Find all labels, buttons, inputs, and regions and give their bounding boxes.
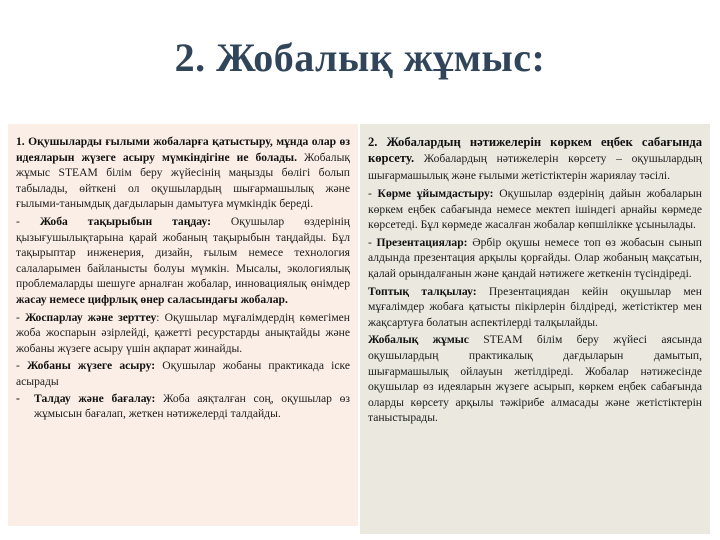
right-p2-heading: Көрме ұйымдастыру: [377,187,494,200]
left-p5-heading: Талдау және бағалау: [34,391,156,405]
right-p4-heading: Топтық талқылау: [368,284,477,298]
left-p1-text: Жобалық жұмыс STEAM білім беру жүйесінің маңызды бөлігі болып табылады, өйткені ол оқушылардың шығармашылық және ғылыми-танымдық дағдыларын дамытуға мүмкіндік береді. [16,150,350,211]
left-p2-heading: Жоба тақырыбын таңдау: [39,214,211,228]
right-p2-dash: - [368,187,378,200]
left-p2-dash: - [16,214,40,228]
left-p5-text: Жоба аяқталған соң, оқушылар өз жұмысын бағалап, жеткен нәтижелерді талдайды. [34,391,350,421]
right-paragraph-1 [368,134,702,184]
left-paragraph-5 [16,391,350,422]
right-p5-text: STEAM білім беру жүйесі аясында оқушылардың практикалық дағдыларын дамытып, шығармашылық ойлауын жетілдіреді. Жобалар нәтижесінде оқушылар өз идеяларын жүзеге асырып, көркем еңбек сабағында оларды көрсету арқылы тәжірибе алмасады және жетістіктерін таныстырады. [368,333,702,425]
right-text-panel [360,124,710,534]
left-p5-body [34,391,350,422]
right-p4-text: Презентациядан кейін оқушылар мен мұғалімдер жобаға қатысты пікірлерін білдіреді, жетістіктер мен жақсартуға болатын аспектілерді талқылайды. [368,284,703,329]
right-p3-heading: Презентациялар: [376,235,468,249]
left-p2-text: Оқушылар өздерінің қызығушылықтарына қарай жобаның тақырыбын таңдайды. Бұл тақырыптар инженерия, дизайн, ғылым немесе технология салаларымен байланысты болуы мүмкін. Мысалы, экологиялық проблемаларды шешуге арналған жобалар, инновациялық өнімдер [16,214,350,291]
right-paragraph-3 [368,235,702,282]
right-p2-text: Оқушылар өздерінің дайын жобаларын көркем еңбек сабағында немесе мектеп ішіндегі арнайы көрмеде көрсетеді. Бұл көрмеде жасалған жобалар көпшілікке ұсынылады. [368,187,702,232]
left-p4-text: Оқушылар жобаны практикада іске асырады [16,359,350,388]
left-paragraph-4 [16,358,350,389]
left-p2-heading-2: жасау немесе цифрлық өнер саласындағы жобалар. [16,292,288,306]
right-p3-text: Әрбір оқушы немесе топ өз жобасын сынып алдында презентация арқылы қорғайды. Олар жобаның мақсатын, қалай орындалғанын және қандай нәтижеге жеткенін түсіндіреді. [368,235,702,280]
page-title: 2. Жобалық жұмыс: [174,35,546,80]
right-p3-dash: - [368,235,377,249]
right-p5-heading: Жобалық жұмыс [368,333,469,347]
left-text-panel [8,124,358,526]
right-p1-heading: 2. Жобалардың нәтижелерін көркем еңбек сабағында көрсету. [368,135,702,165]
right-paragraph-5 [368,332,702,426]
right-paragraph-4 [368,284,702,331]
right-p1-text: Жобалардың нәтижелерін көрсету – оқушылардың шығармашылық және ғылыми жетістіктерін жариялау тәсілі. [368,152,702,182]
left-p4-dash: - [16,359,28,373]
left-p1-heading: 1. Оқушыларды ғылыми жобаларға қатыстыру, мұнда олар өз идеяларын жүзеге асыру мүмкіндігіне ие болады. [16,135,350,164]
dash-bullet-icon: - [16,391,20,405]
left-p3-dash: - [16,310,25,324]
left-paragraph-3 [16,310,350,357]
left-paragraph-1 [16,134,350,212]
left-paragraph-2 [16,214,350,308]
left-p3-text: : Оқушылар мұғалімдердің көмегімен жоба жоспарын әзірлейді, қажетті ресурстарды анықтайды және жобаны жүзеге асыру үшін ақпарат жинайды. [16,310,351,355]
left-p3-heading: Жоспарлау және зерттеу [24,310,157,324]
left-p4-heading: Жобаны жүзеге асыру: [27,359,156,373]
right-paragraph-2 [368,186,702,233]
